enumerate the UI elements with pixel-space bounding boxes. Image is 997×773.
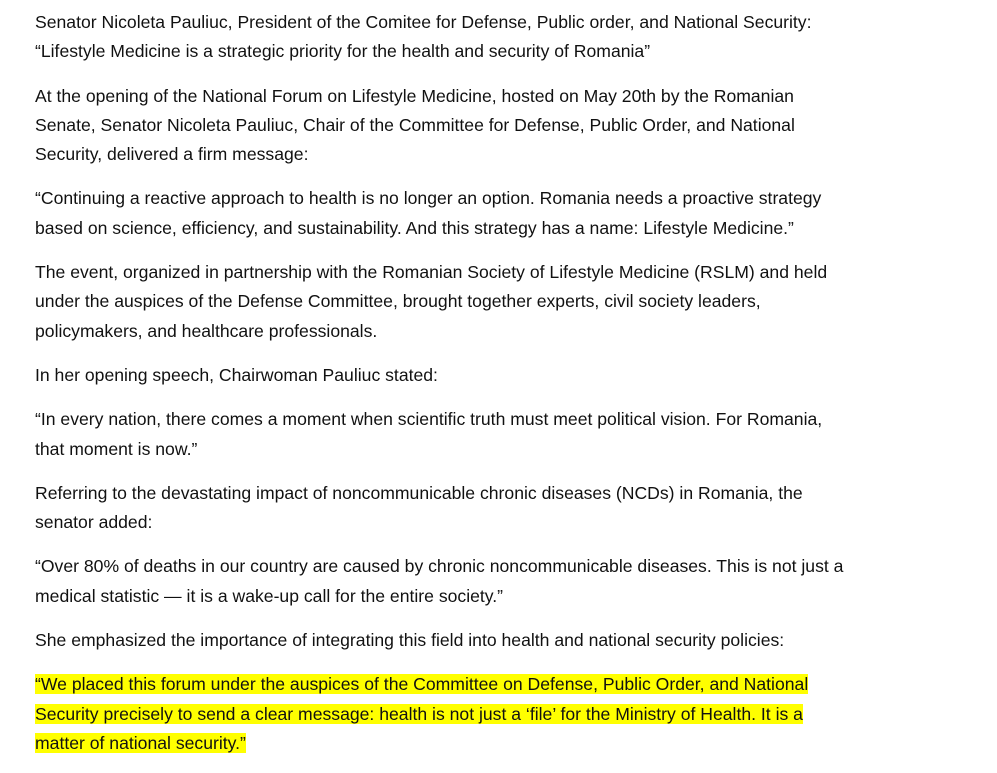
highlighted-text-line: Security precisely to send a clear message: health is not just a ‘file’ for the Ministry of Health. It is a (35, 703, 803, 724)
text-line: “In every nation, there comes a moment when scientific truth must meet political vision. For Romania, (35, 409, 823, 430)
quote-paragraph (35, 552, 965, 611)
text-line: She emphasized the importance of integrating this field into health and national security policies: (35, 630, 785, 651)
speech-intro-paragraph (35, 361, 965, 390)
headline-paragraph (35, 8, 965, 67)
text-line: Referring to the devastating impact of noncommunicable chronic diseases (NCDs) in Romania, the (35, 482, 803, 503)
headline-quote-line: “Lifestyle Medicine is a strategic priority for the health and security of Romania” (35, 41, 651, 62)
text-line: based on science, efficiency, and sustainability. And this strategy has a name: Lifestyle Medicine.” (35, 217, 794, 238)
headline-line: Senator Nicoleta Pauliuc, President of the Comitee for Defense, Public order, and National Security: (35, 12, 812, 32)
emphasis-paragraph (35, 626, 965, 655)
text-line: senator added: (35, 512, 153, 533)
event-paragraph (35, 258, 965, 346)
ncd-paragraph (35, 479, 965, 538)
text-line: policymakers, and healthcare professionals. (35, 320, 378, 341)
text-line: Security, delivered a firm message: (35, 144, 309, 165)
highlighted-text-line: “We placed this forum under the auspices of the Committee on Defense, Public Order, and National (35, 674, 809, 695)
text-line: The event, organized in partnership with the Romanian Society of Lifestyle Medicine (RSLM) and held (35, 262, 828, 283)
intro-paragraph (35, 82, 965, 170)
text-line: “Continuing a reactive approach to health is no longer an option. Romania needs a proactive strategy (35, 188, 822, 209)
text-line: medical statistic — it is a wake-up call for the entire society.” (35, 585, 504, 606)
highlighted-text-line: matter of national security.” (35, 732, 246, 753)
document-body (35, 8, 965, 773)
quote-paragraph (35, 405, 965, 464)
highlighted-quote-paragraph (35, 670, 965, 758)
text-line: that moment is now.” (35, 438, 198, 459)
text-line: At the opening of the National Forum on Lifestyle Medicine, hosted on May 20th by the Romanian (35, 85, 794, 106)
text-line: Senate, Senator Nicoleta Pauliuc, Chair of the Committee for Defense, Public Order, and National (35, 114, 795, 135)
quote-paragraph (35, 184, 965, 243)
text-line: under the auspices of the Defense Committee, brought together experts, civil society leaders, (35, 291, 761, 312)
text-line: “Over 80% of deaths in our country are caused by chronic noncommunicable diseases. This is not just a (35, 556, 844, 577)
text-line: In her opening speech, Chairwoman Pauliuc stated: (35, 364, 438, 385)
